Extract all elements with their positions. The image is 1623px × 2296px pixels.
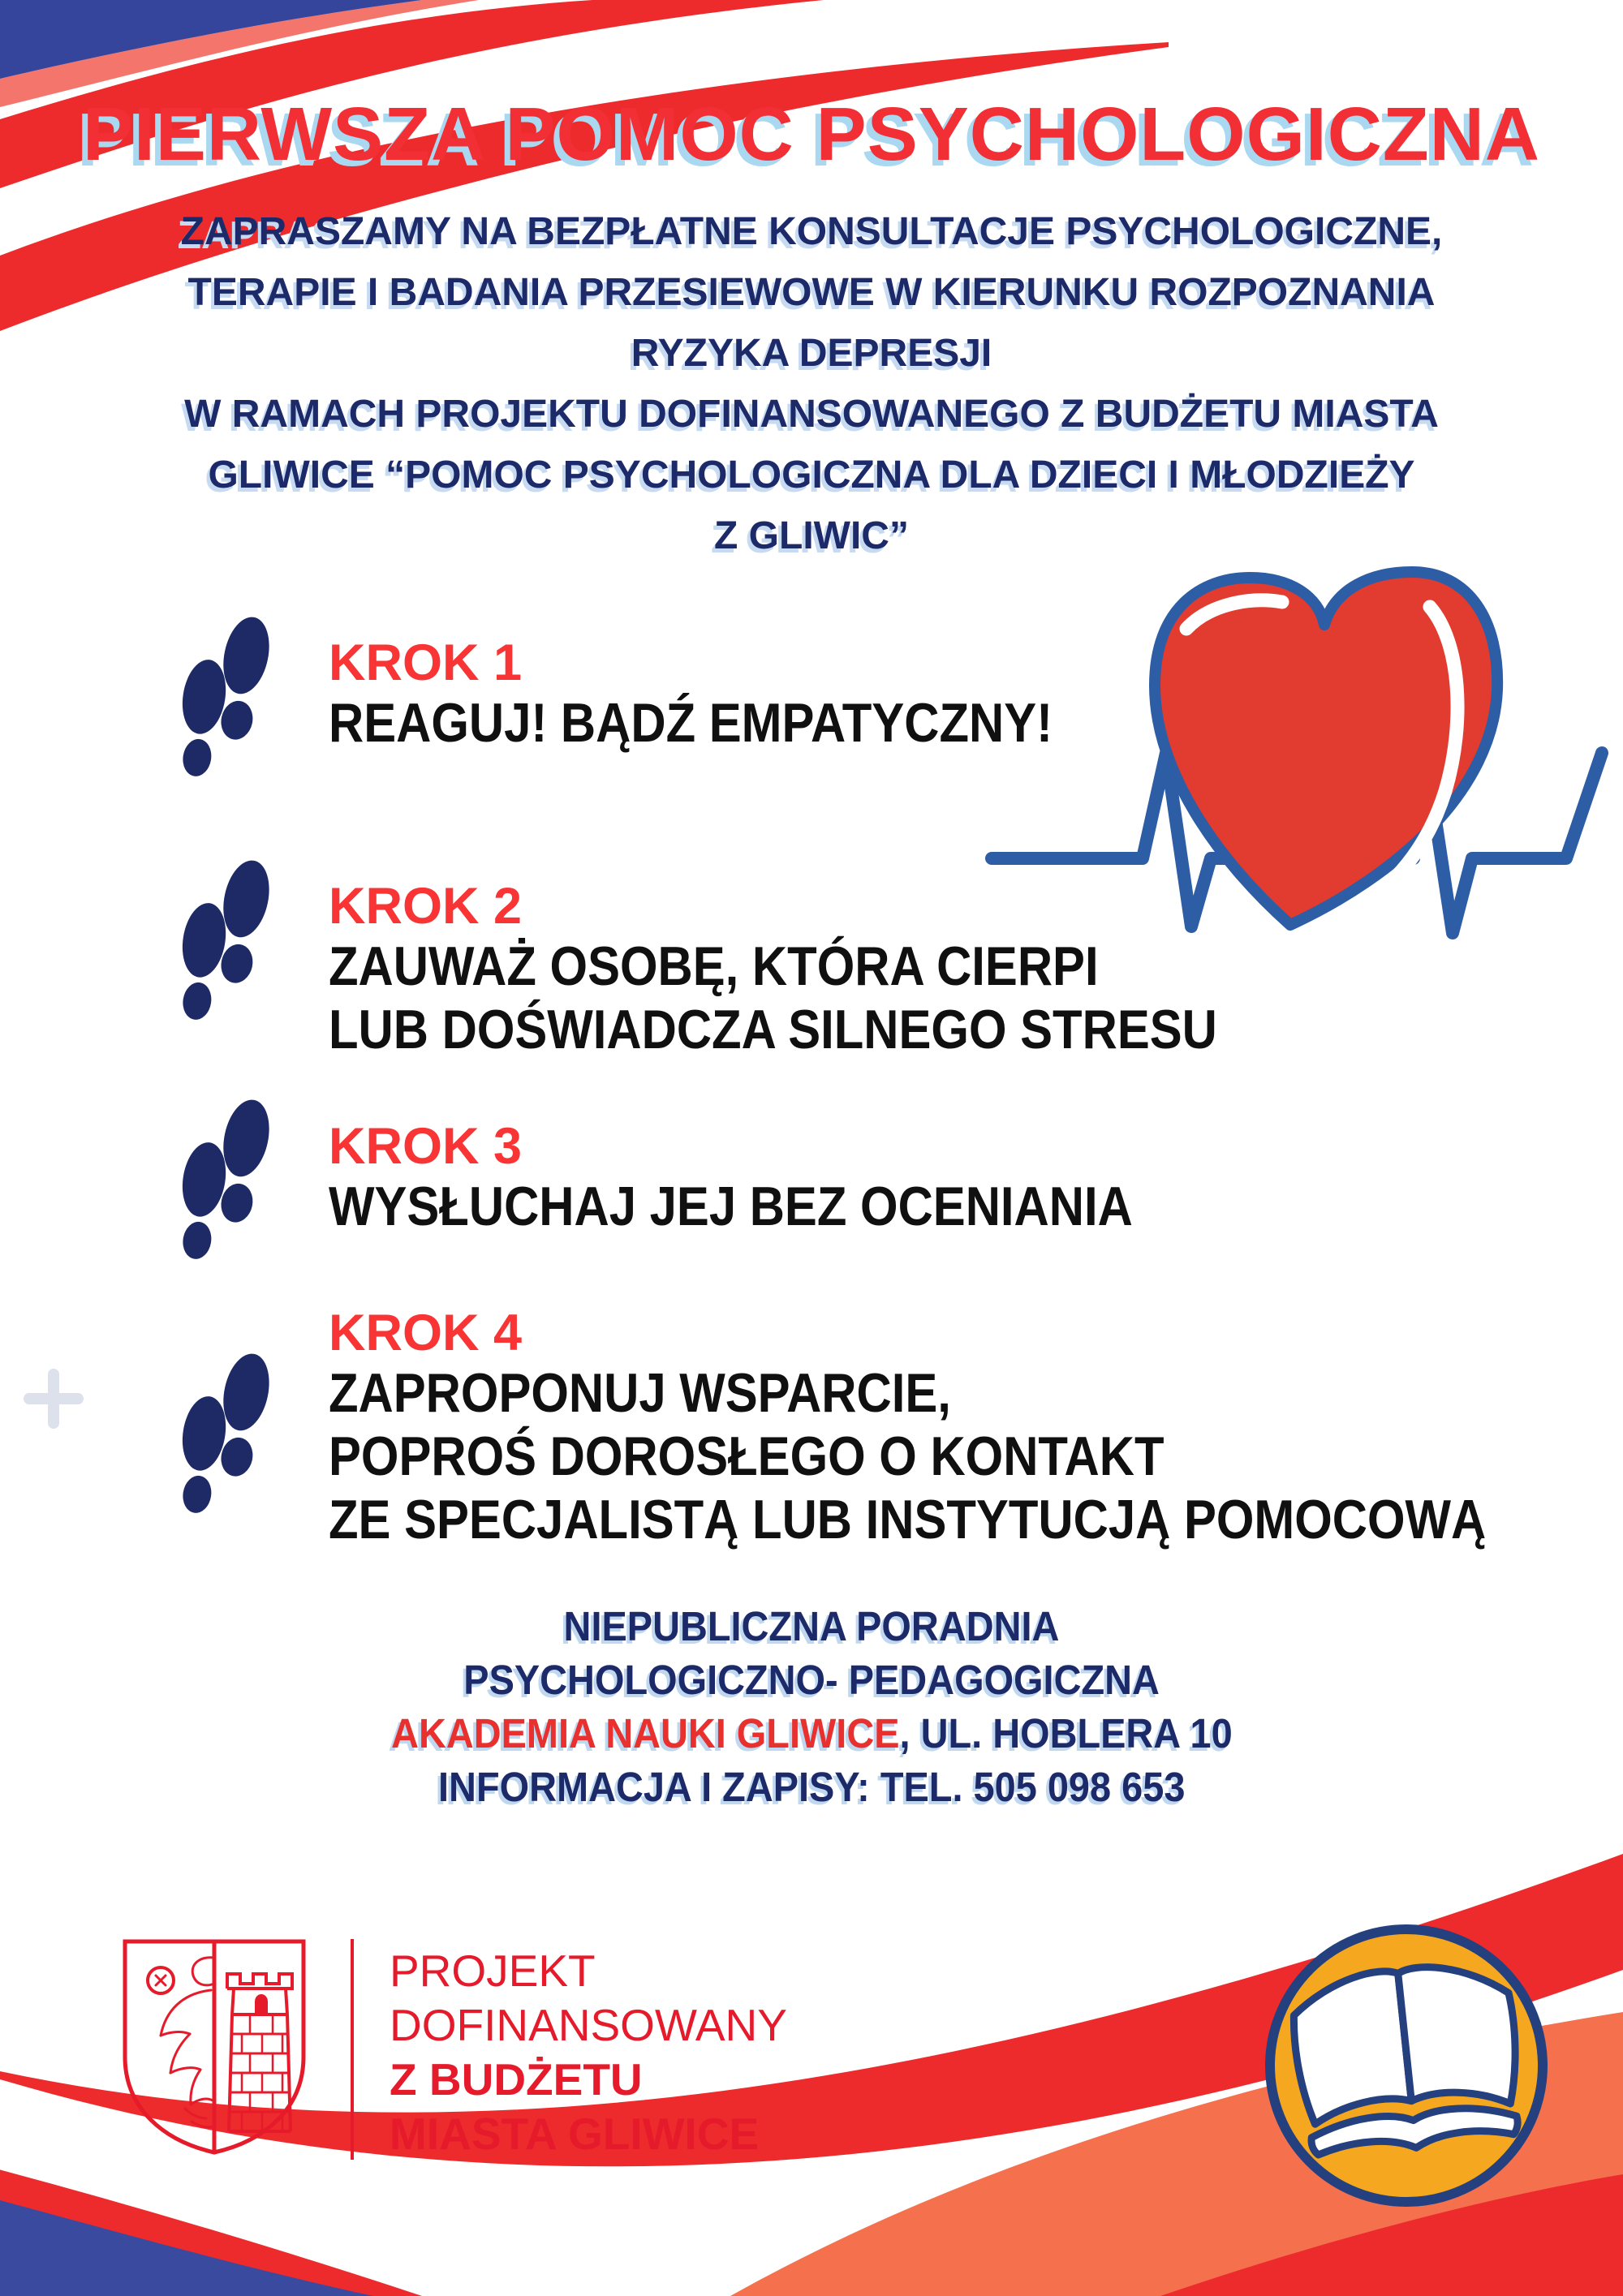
step-1-text: REAGUJ! BĄDŹ EMPATYCZNY! bbox=[329, 692, 1053, 754]
footprints-icon bbox=[174, 1345, 276, 1517]
intro-line: RYZYKA DEPRESJI bbox=[631, 332, 992, 375]
step-2-text: LUB DOŚWIADCZA SILNEGO STRESU bbox=[329, 999, 1217, 1060]
intro-line: GLIWICE “POMOC PSYCHOLOGICZNA DLA DZIECI I MŁODZIEŻY bbox=[208, 454, 1415, 497]
tower-half bbox=[227, 1974, 292, 2131]
contact-block bbox=[0, 1600, 1623, 1814]
step-3-text: WYSŁUCHAJ JEJ BEZ OCENIANIA bbox=[329, 1176, 1133, 1237]
step-1-label: KROK 1 bbox=[329, 634, 523, 691]
eagle-half bbox=[148, 1958, 214, 2127]
footer-line: MIASTA GLIWICE bbox=[390, 2109, 760, 2159]
page-title: PIERWSZA POMOC PSYCHOLOGICZNA bbox=[82, 92, 1541, 176]
contact-phone-line: INFORMACJA I ZAPISY: TEL. 505 098 653 bbox=[437, 1764, 1186, 1810]
intro-line: TERAPIE I BADANIA PRZESIEWOWE W KIERUNKU ROZPOZNANIA bbox=[187, 271, 1436, 314]
plus-icon bbox=[23, 1368, 84, 1430]
step-4 bbox=[329, 1305, 1546, 1551]
step-2 bbox=[329, 878, 1546, 1061]
step-2-label: KROK 2 bbox=[329, 878, 523, 935]
footer-credit bbox=[390, 1944, 958, 2161]
contact-address: , UL. HOBLERA 10 bbox=[899, 1710, 1233, 1756]
step-3-label: KROK 3 bbox=[329, 1118, 523, 1175]
contact-line: PSYCHOLOGICZNO- PEDAGOGICZNA bbox=[463, 1657, 1160, 1703]
contact-line: NIEPUBLICZNA PORADNIA bbox=[563, 1603, 1060, 1649]
footprints-icon bbox=[174, 1091, 276, 1263]
footer-divider bbox=[351, 1939, 354, 2160]
gliwice-coat-of-arms bbox=[120, 1937, 308, 2158]
step-1 bbox=[329, 634, 1546, 755]
intro-line: W RAMACH PROJEKTU DOFINANSOWANEGO Z BUDŻETU MIASTA bbox=[184, 393, 1439, 436]
open-book-icon bbox=[1270, 1929, 1543, 2202]
contact-academy-name: AKADEMIA NAUKI GLIWICE bbox=[390, 1710, 900, 1756]
step-3 bbox=[329, 1118, 1546, 1238]
step-4-text: POPROŚ DOROSŁEGO O KONTAKT bbox=[329, 1425, 1165, 1487]
footprints-icon bbox=[174, 852, 276, 1024]
intro-paragraph bbox=[81, 201, 1542, 566]
step-4-label: KROK 4 bbox=[329, 1305, 523, 1361]
footer-line: Z BUDŻETU bbox=[390, 2054, 643, 2105]
intro-line: Z GLIWIC” bbox=[714, 514, 909, 557]
intro-line: ZAPRASZAMY NA BEZPŁATNE KONSULTACJE PSYCHOLOGICZNE, bbox=[180, 210, 1443, 253]
step-4-text: ZAPROPONUJ WSPARCIE, bbox=[329, 1362, 951, 1424]
footer-line: DOFINANSOWANY bbox=[390, 2000, 787, 2050]
footer-line: PROJEKT bbox=[390, 1946, 596, 1996]
step-2-text: ZAUWAŻ OSOBĘ, KTÓRA CIERPI bbox=[329, 935, 1099, 997]
step-4-text: ZE SPECJALISTĄ LUB INSTYTUCJĄ POMOCOWĄ bbox=[329, 1489, 1487, 1550]
footprints-icon bbox=[174, 608, 276, 780]
